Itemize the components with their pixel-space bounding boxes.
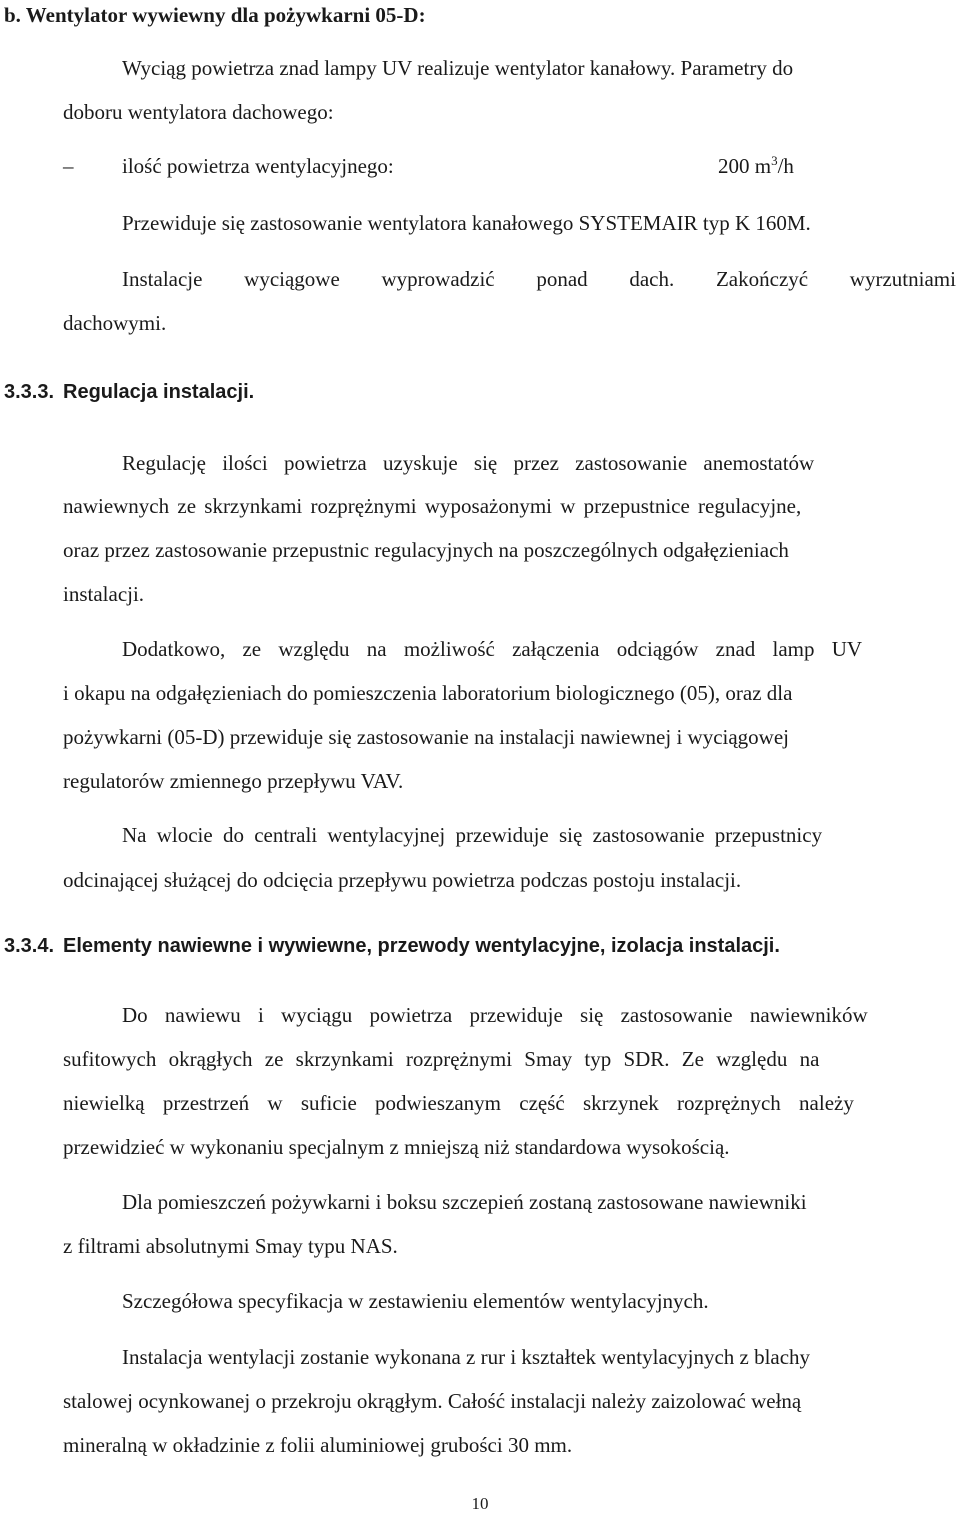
word: wyrzutniami <box>849 267 956 291</box>
paragraph-line: Przewiduje się zastosowanie wentylatora kanałowego SYSTEMAIR typ K 160M. <box>122 211 811 235</box>
paragraph-line: niewielką przestrzeń w suficie podwieszanym część skrzynek rozprężnych należy <box>63 1091 854 1115</box>
paragraph-line: instalacji. <box>63 582 145 606</box>
paragraph-line: sufitowych okrągłych ze skrzynkami rozprężnymi Smay typ SDR. Ze względu na <box>63 1047 820 1071</box>
section-b-heading: b. Wentylator wywiewny dla pożywkarni 05-D: <box>4 3 426 27</box>
param-label: ilość powietrza wentylacyjnego: <box>122 154 394 178</box>
section-333-number: 3.3.3. <box>4 381 55 403</box>
paragraph-line: Regulację ilości powietrza uzyskuje się przez zastosowanie anemostatów <box>122 451 815 475</box>
paragraph-line: Do nawiewu i wyciągu powietrza przewiduje się zastosowanie nawiewników <box>122 1003 868 1027</box>
paragraph-line: Na wlocie do centrali wentylacyjnej przewiduje się zastosowanie przepustnicy <box>122 823 823 847</box>
paragraph-line: stalowej ocynkowanej o przekroju okrągłym. Całość instalacji należy zaizolować wełną <box>63 1389 802 1413</box>
paragraph-line: odcinającej służącej do odcięcia przepływu powietrza podczas postoju instalacji. <box>63 868 742 892</box>
section-334-title: Elementy nawiewne i wywiewne, przewody wentylacyjne, izolacja instalacji. <box>63 935 780 957</box>
word: dach. <box>629 267 675 291</box>
paragraph-line: oraz przez zastosowanie przepustnic regulacyjnych na poszczególnych odgałęzieniach <box>63 538 789 562</box>
param-value-number: 200 m <box>718 154 772 178</box>
paragraph-line: nawiewnych ze skrzynkami rozprężnymi wyposażonymi w przepustnice regulacyjne, <box>63 494 802 518</box>
paragraph-line: doboru wentylatora dachowego: <box>63 100 334 124</box>
section-334-number: 3.3.4. <box>4 935 55 957</box>
word: Instalacje <box>122 267 203 291</box>
paragraph-line: dachowymi. <box>63 311 167 335</box>
paragraph-line: Instalacja wentylacji zostanie wykonana z rur i kształtek wentylacyjnych z blachy <box>122 1345 811 1369</box>
param-value <box>718 153 794 179</box>
word: wyciągowe <box>244 267 340 291</box>
paragraph-line-justified <box>122 266 956 292</box>
param-value-superscript: 3 <box>771 153 778 168</box>
paragraph-line: regulatorów zmiennego przepływu VAV. <box>63 769 404 793</box>
paragraph-line: Szczegółowa specyfikacja w zestawieniu elementów wentylacyjnych. <box>122 1289 709 1313</box>
param-value-unit: /h <box>777 154 794 178</box>
paragraph-line: z filtrami absolutnymi Smay typu NAS. <box>63 1234 398 1258</box>
section-333-title: Regulacja instalacji. <box>63 381 255 403</box>
paragraph-line: pożywkarni (05-D) przewiduje się zastosowanie na instalacji nawiewnej i wyciągowej <box>63 725 789 749</box>
paragraph-line: i okapu na odgałęzieniach do pomieszczenia laboratorium biologicznego (05), oraz dla <box>63 681 793 705</box>
paragraph-line: mineralną w okładzinie z folii aluminiowej grubości 30 mm. <box>63 1433 573 1457</box>
paragraph-line: przewidzieć w wykonaniu specjalnym z mniejszą niż standardowa wysokością. <box>63 1135 730 1159</box>
paragraph-line: Wyciąg powietrza znad lampy UV realizuje wentylator kanałowy. Parametry do <box>122 56 794 80</box>
word: ponad <box>536 267 588 291</box>
word: Zakończyć <box>715 267 809 291</box>
list-dash: – <box>63 154 74 178</box>
word: wyprowadzić <box>381 267 495 291</box>
page-number: 10 <box>471 1494 489 1513</box>
paragraph-line: Dla pomieszczeń pożywkarni i boksu szczepień zostaną zastosowane nawiewniki <box>122 1190 807 1214</box>
paragraph-line: Dodatkowo, ze względu na możliwość załączenia odciągów znad lamp UV <box>122 637 863 661</box>
